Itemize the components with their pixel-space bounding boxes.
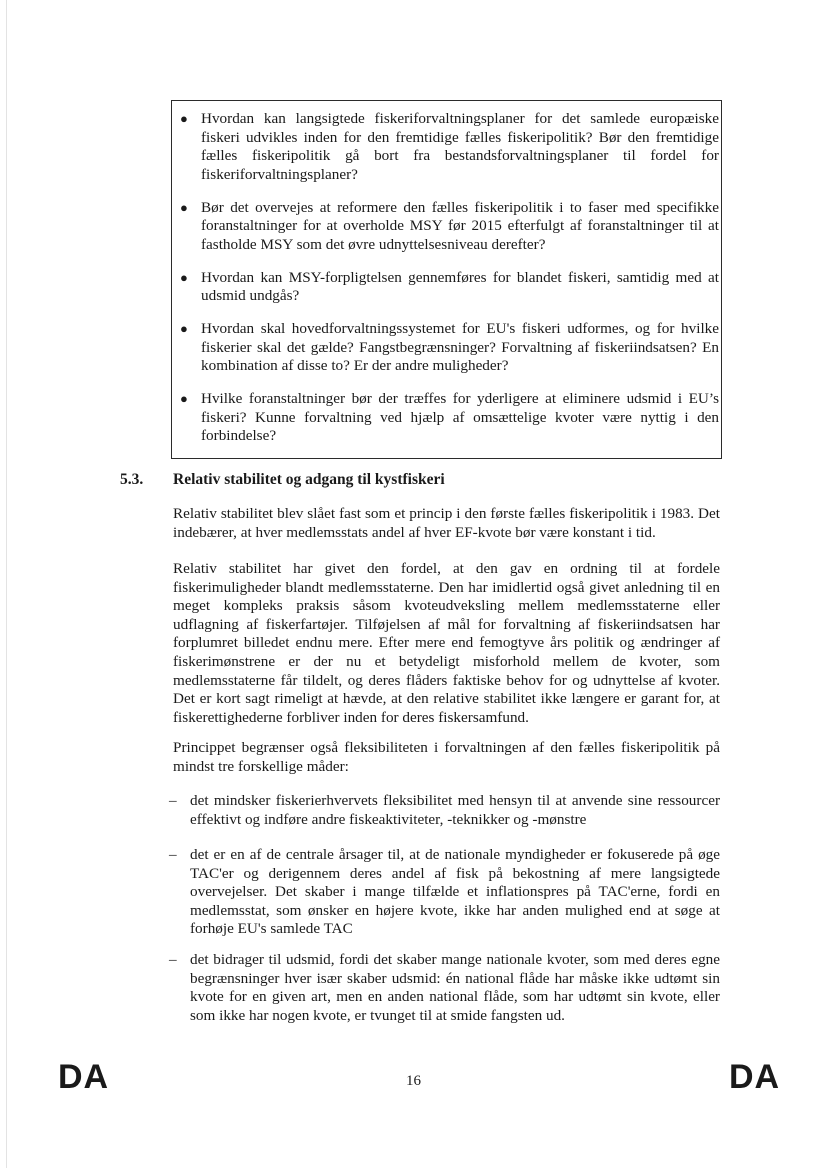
dash-item [165, 846, 720, 939]
page-number: 16 [406, 1073, 421, 1089]
question-list [176, 110, 719, 446]
dash-icon: – [169, 846, 177, 863]
dash-icon: – [169, 792, 177, 809]
paragraph-text: Princippet begrænser også fleksibiliteten i forvaltningen af den fælles fiskeripolitik på mindst tre forskellige måder: [173, 739, 720, 775]
question-item [176, 390, 719, 446]
dash-list [165, 792, 720, 829]
dash-item [165, 951, 720, 1025]
language-code-right: DA [729, 1058, 781, 1096]
question-item [176, 110, 719, 184]
dash-list [165, 951, 720, 1025]
scan-edge-line [6, 0, 7, 1168]
section-number: 5.3. [120, 471, 144, 488]
dash-item-text: det er en af de centrale årsager til, at de nationale myndigheder er fokuserede på øge TAC'er og derigennem deres andel af fisk på bekostning af mere langsigtede overvejelser. Det skaber i mange tilfælde et inflationspres på TAC'erne, fordi en medlemsstat, som ønsker en højere kvote, ikke har anden mulighed end at søge at forhøje EU's samlede TAC [190, 846, 720, 938]
consultation-questions-box [171, 100, 722, 459]
dash-list [165, 846, 720, 939]
question-text: Hvordan skal hovedforvaltningssystemet for EU's fiskeri udformes, og for hvilke fiskerier skal det gælde? Fangstbegrænsninger? Forvaltning af fiskeriindsatsen? En kombination af disse to? Er der andre muligheder? [201, 320, 719, 374]
question-item [176, 199, 719, 255]
question-item [176, 269, 719, 306]
section-title: Relativ stabilitet og adgang til kystfiskeri [173, 471, 445, 488]
paragraph-text: Relativ stabilitet har givet den fordel, at den gav en ordning til at fordele fiskerimuligheder blandt medlemsstaterne. Den har imidlertid også givet anledning til en meget kompleks praksis såsom kvoteudveksling mellem medlemsstaterne eller udflagning af fiskerfartøjer. Tilføjelsen af mål for forvaltning af fiskeriindsatsen har forplumret billedet endnu mere. Efter mere end femogtyve års politik og ændringer af fiskerimønstrene er der nu et betydeligt misforhold mellem de kvoter, som medlemsstaterne får tildelt, og deres flåders faktiske behov for og udnyttelse af kvoter. Det er kort sagt rimeligt at hævde, at den relative stabilitet ikke længere er garant for, at fiskerettighederne forbliver inden for deres fiskersamfund. [173, 560, 720, 726]
language-code-left: DA [58, 1058, 110, 1096]
paragraph [173, 505, 720, 542]
question-text: Hvilke foranstaltninger bør der træffes for yderligere at eliminere udsmid i EU’s fiskeri? Kunne forvaltning ved hjælp af omsættelige kvoter være nyttig i den forbindelse? [201, 390, 719, 444]
bullet-icon: ● [180, 111, 188, 126]
dash-item [165, 792, 720, 829]
bullet-icon: ● [180, 391, 188, 406]
question-text: Bør det overvejes at reformere den fælles fiskeripolitik i to faser med specifikke foranstaltninger for at overholde MSY før 2015 efterfulgt af foranstaltninger til at fastholde MSY som det øvre udnyttelsesniveau derefter? [201, 198, 719, 253]
paragraph [173, 560, 720, 727]
dash-icon: – [169, 951, 177, 968]
bullet-icon: ● [180, 199, 188, 215]
question-text: Hvordan kan MSY-forpligtelsen gennemføres for blandet fiskeri, samtidig med at udsmid undgås? [201, 268, 719, 304]
bullet-icon: ● [180, 321, 188, 336]
dash-item-text: det bidrager til udsmid, fordi det skaber mange nationale kvoter, som med deres egne begrænsninger hver især skaber udsmid: én national flåde har måske ikke udtømt sin kvote for en given art, men en anden national flåde, som har udtømt sin kvote, eller som ikke har nogen kvote, er tvunget til at smide fangsten ud. [190, 951, 720, 1024]
bullet-icon: ● [180, 269, 188, 285]
paragraph-text: Relativ stabilitet blev slået fast som et princip i den første fælles fiskeripolitik i 1983. Det indebærer, at hver medlemsstats andel af hver EF-kvote bør være konstant i tid. [173, 505, 720, 541]
question-item [176, 320, 719, 376]
question-text: Hvordan kan langsigtede fiskeriforvaltningsplaner for det samlede europæiske fiskeri udvikles inden for den fremtidige fælles fiskeripolitik? Bør den fremtidige fælles fiskeripolitik gå bort fra bestandsforvaltningsplaner til fordel for fiskeriforvaltningsplaner? [201, 110, 719, 183]
dash-item-text: det mindsker fiskerierhvervets fleksibilitet med hensyn til at anvende sine ressourcer effektivt og indføre andre fiskeaktiviteter, -teknikker og -mønstre [190, 792, 720, 828]
paragraph [173, 739, 720, 776]
